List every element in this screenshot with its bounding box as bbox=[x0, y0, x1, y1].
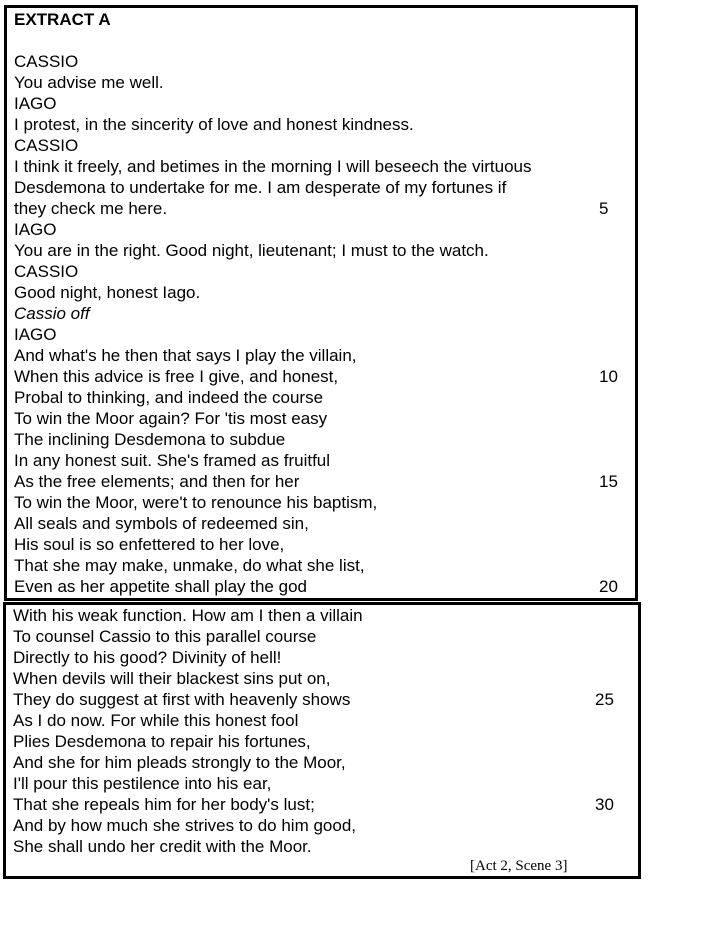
script-line: Plies Desdemona to repair his fortunes, bbox=[13, 732, 311, 751]
script-line: They do suggest at first with heavenly shows bbox=[13, 690, 351, 709]
script-line: To counsel Cassio to this parallel course bbox=[13, 627, 317, 646]
script-line: CASSIO bbox=[14, 52, 79, 71]
script-line: Probal to thinking, and indeed the course bbox=[14, 388, 324, 407]
script-line: Desdemona to undertake for me. I am desperate of my fortunes if bbox=[14, 178, 507, 197]
line-number: 15 bbox=[599, 472, 618, 491]
script-line: To win the Moor again? For 'tis most easy bbox=[14, 409, 328, 428]
script-line: And she for him pleads strongly to the Moor, bbox=[13, 753, 346, 772]
extract-title: EXTRACT A bbox=[14, 10, 111, 29]
script-line: She shall undo her credit with the Moor. bbox=[13, 837, 312, 856]
script-line: That she may make, unmake, do what she list, bbox=[14, 556, 365, 575]
script-line: CASSIO bbox=[14, 262, 79, 281]
script-line: In any honest suit. She's framed as fruitful bbox=[14, 451, 331, 470]
script-line: IAGO bbox=[14, 325, 57, 344]
script-line: I protest, in the sincerity of love and honest kindness. bbox=[14, 115, 414, 134]
script-line: You are in the right. Good night, lieutenant; I must to the watch. bbox=[14, 241, 489, 260]
script-line: With his weak function. How am I then a villain bbox=[13, 606, 363, 625]
script-line: All seals and symbols of redeemed sin, bbox=[14, 514, 309, 533]
script-line: And what's he then that says I play the villain, bbox=[14, 346, 357, 365]
script-line: As I do now. For while this honest fool bbox=[13, 711, 299, 730]
script-line: I'll pour this pestilence into his ear, bbox=[13, 774, 272, 793]
script-line: The inclining Desdemona to subdue bbox=[14, 430, 286, 449]
script-line: His soul is so enfettered to her love, bbox=[14, 535, 285, 554]
line-number: 25 bbox=[595, 690, 614, 709]
script-line: When devils will their blackest sins put on, bbox=[13, 669, 331, 688]
script-line: When this advice is free I give, and honest, bbox=[14, 367, 339, 386]
script-line: they check me here. bbox=[14, 199, 168, 218]
line-number: 10 bbox=[599, 367, 618, 386]
script-line: Even as her appetite shall play the god bbox=[14, 577, 307, 596]
scene-reference: [Act 2, Scene 3] bbox=[470, 858, 568, 874]
line-number: 20 bbox=[599, 577, 618, 596]
script-line: IAGO bbox=[14, 220, 57, 239]
script-line: CASSIO bbox=[14, 136, 79, 155]
line-number: 5 bbox=[599, 199, 609, 218]
script-line: I think it freely, and betimes in the morning I will beseech the virtuous bbox=[14, 157, 532, 176]
line-number: 30 bbox=[595, 795, 614, 814]
script-line: As the free elements; and then for her bbox=[14, 472, 300, 491]
script-line: Directly to his good? Divinity of hell! bbox=[13, 648, 282, 667]
script-line: Good night, honest Iago. bbox=[14, 283, 201, 302]
script-line: To win the Moor, were't to renounce his baptism, bbox=[14, 493, 378, 512]
script-line: You advise me well. bbox=[14, 73, 164, 92]
script-line: IAGO bbox=[14, 94, 57, 113]
stage-direction: Cassio off bbox=[14, 304, 90, 323]
script-line: And by how much she strives to do him good, bbox=[13, 816, 357, 835]
script-line: That she repeals him for her body's lust; bbox=[13, 795, 315, 814]
